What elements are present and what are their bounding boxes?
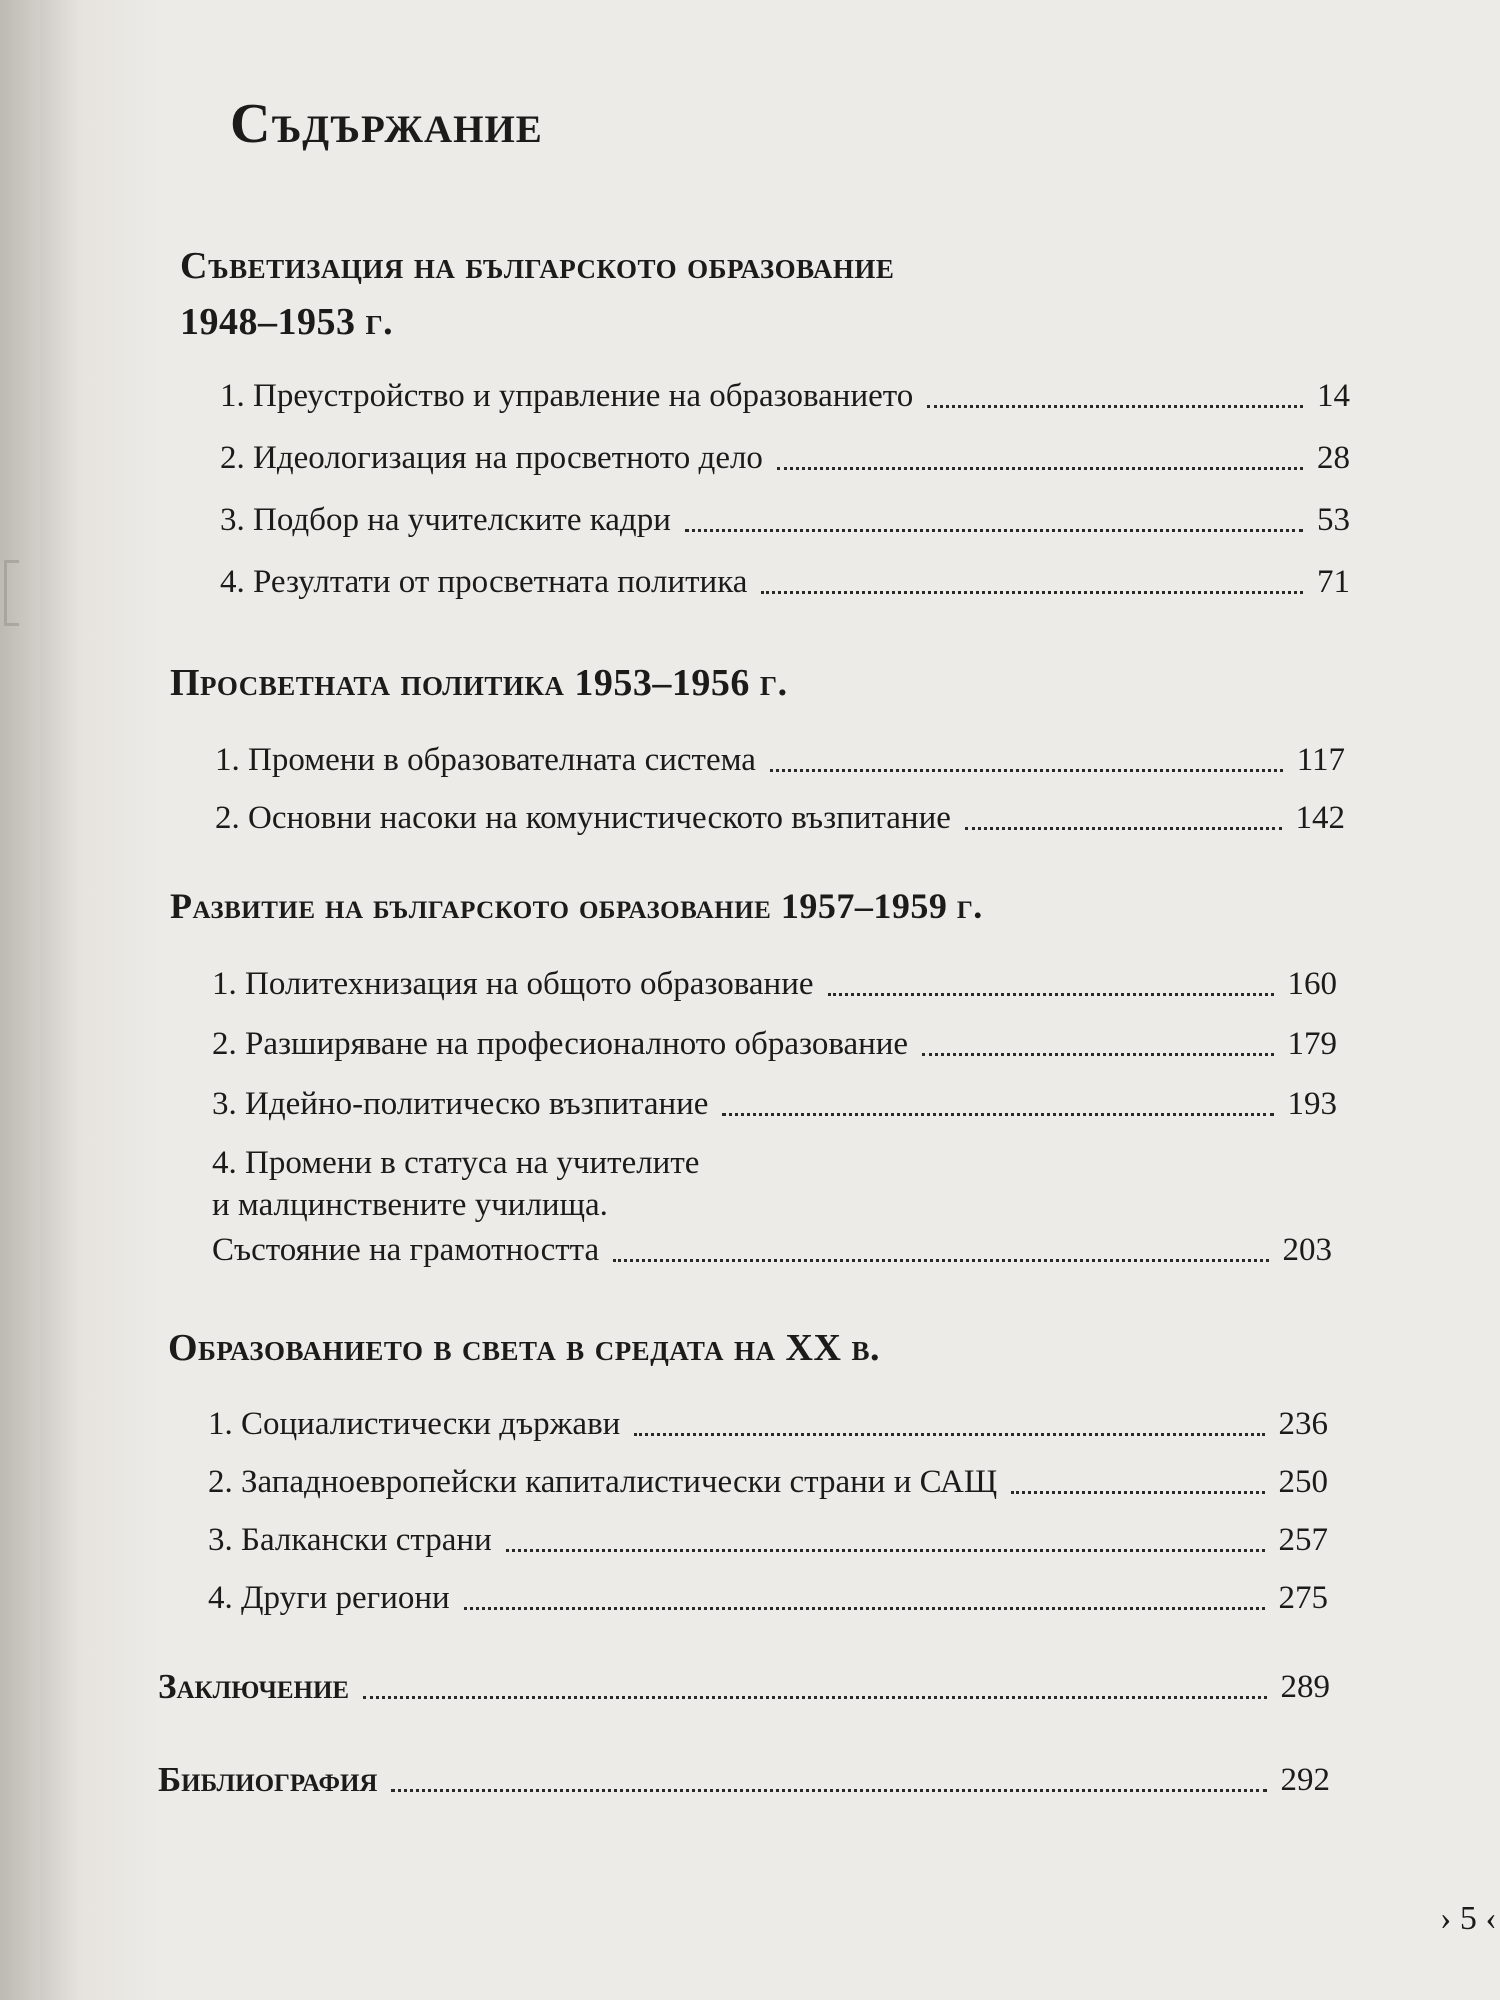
toc-entry <box>208 1460 1328 1504</box>
toc-entry <box>215 796 1345 840</box>
entry-label: Заключение <box>158 1667 350 1706</box>
entry-page: 257 <box>1278 1522 1328 1558</box>
entry-label: 2. Западноевропейски капиталистически страни и САЩ <box>208 1464 998 1500</box>
entry-label: 4. Други региони <box>208 1580 450 1616</box>
section-title-line: Съветизация на българското образование <box>180 245 895 287</box>
entry-page: 179 <box>1287 1026 1337 1062</box>
section-title-4 <box>168 1320 880 1376</box>
dot-leader <box>927 405 1303 408</box>
toc-entry <box>212 1022 1337 1066</box>
dot-leader <box>634 1433 1264 1436</box>
toc-entry <box>220 374 1350 418</box>
toc-entry <box>220 560 1350 604</box>
entry-page: 117 <box>1296 742 1345 778</box>
entry-label: 4. Резултати от просветната политика <box>220 564 748 600</box>
toc-entry-multiline <box>212 1142 699 1226</box>
entry-page: 193 <box>1287 1086 1337 1122</box>
dot-leader <box>363 1696 1266 1699</box>
dot-leader <box>464 1607 1265 1610</box>
entry-page: 160 <box>1287 966 1337 1002</box>
toc-entry <box>208 1402 1328 1446</box>
entry-page: 203 <box>1282 1232 1332 1268</box>
entry-page: 142 <box>1295 800 1345 836</box>
dot-leader <box>1011 1491 1264 1494</box>
section-title-3 <box>170 878 983 934</box>
book-page <box>40 0 1500 2000</box>
toc-entry-conclusion <box>158 1665 1330 1709</box>
section-title-1 <box>180 238 894 350</box>
entry-label: 3. Балкански страни <box>208 1522 492 1558</box>
toc-entry <box>215 738 1345 782</box>
entry-label: 3. Подбор на учителските кадри <box>220 502 671 538</box>
toc-entry <box>220 498 1350 542</box>
entry-label: 2. Идеологизация на просветното дело <box>220 440 763 476</box>
entry-page: 292 <box>1280 1762 1330 1798</box>
toc-entry <box>212 1082 1337 1126</box>
bleed-through-mark <box>4 560 19 626</box>
section-title-line: 1948–1953 г. <box>180 301 394 343</box>
entry-page: 275 <box>1278 1580 1328 1616</box>
dot-leader <box>965 827 1282 830</box>
entry-label: 2. Основни насоки на комунистическото възпитание <box>215 800 951 836</box>
dot-leader <box>777 467 1303 470</box>
entry-page: 28 <box>1317 440 1350 476</box>
dot-leader <box>722 1113 1273 1116</box>
page-title: Съдържание <box>230 93 543 155</box>
toc-entry <box>208 1576 1328 1620</box>
toc-entry-bibliography <box>158 1758 1330 1802</box>
dot-leader <box>685 529 1303 532</box>
book-gutter <box>0 0 40 2000</box>
dot-leader <box>770 769 1283 772</box>
page-number: › 5 ‹ <box>1440 1900 1497 1937</box>
dot-leader <box>828 993 1274 996</box>
dot-leader <box>391 1789 1266 1792</box>
entry-label: 3. Идейно-политическо възпитание <box>212 1086 709 1122</box>
toc-entry <box>212 1228 1332 1272</box>
entry-label: 1. Промени в образователната система <box>215 742 756 778</box>
entry-label: Библиография <box>158 1760 378 1799</box>
dot-leader <box>613 1259 1268 1262</box>
entry-label: 1. Преустройство и управление на образованието <box>220 378 914 414</box>
dot-leader <box>761 591 1303 594</box>
dot-leader <box>922 1053 1273 1056</box>
toc-entry <box>212 962 1337 1006</box>
toc-entry <box>208 1518 1328 1562</box>
section-title-line: Образованието в света в средата на XX в. <box>168 1327 880 1369</box>
section-title-line: Развитие на българското образование 1957–1959 г. <box>170 886 983 926</box>
entry-page: 14 <box>1317 378 1350 414</box>
entry-label-line: 4. Промени в статуса на учителите <box>212 1145 700 1181</box>
entry-page: 250 <box>1278 1464 1328 1500</box>
section-title-line: Просветната политика 1953–1956 г. <box>170 662 788 704</box>
entry-page: 289 <box>1280 1669 1330 1705</box>
entry-page: 71 <box>1317 564 1350 600</box>
entry-page: 53 <box>1317 502 1350 538</box>
entry-label: 1. Социалистически държави <box>208 1406 621 1442</box>
toc-entry <box>220 436 1350 480</box>
entry-page: 236 <box>1278 1406 1328 1442</box>
entry-label: 2. Разширяване на професионалното образование <box>212 1026 909 1062</box>
dot-leader <box>506 1549 1265 1552</box>
entry-label: Състояние на грамотността <box>212 1232 600 1268</box>
entry-label-line: и малцинствените училища. <box>212 1187 608 1223</box>
section-title-2 <box>170 655 788 711</box>
entry-label: 1. Политехнизация на общото образование <box>212 966 814 1002</box>
